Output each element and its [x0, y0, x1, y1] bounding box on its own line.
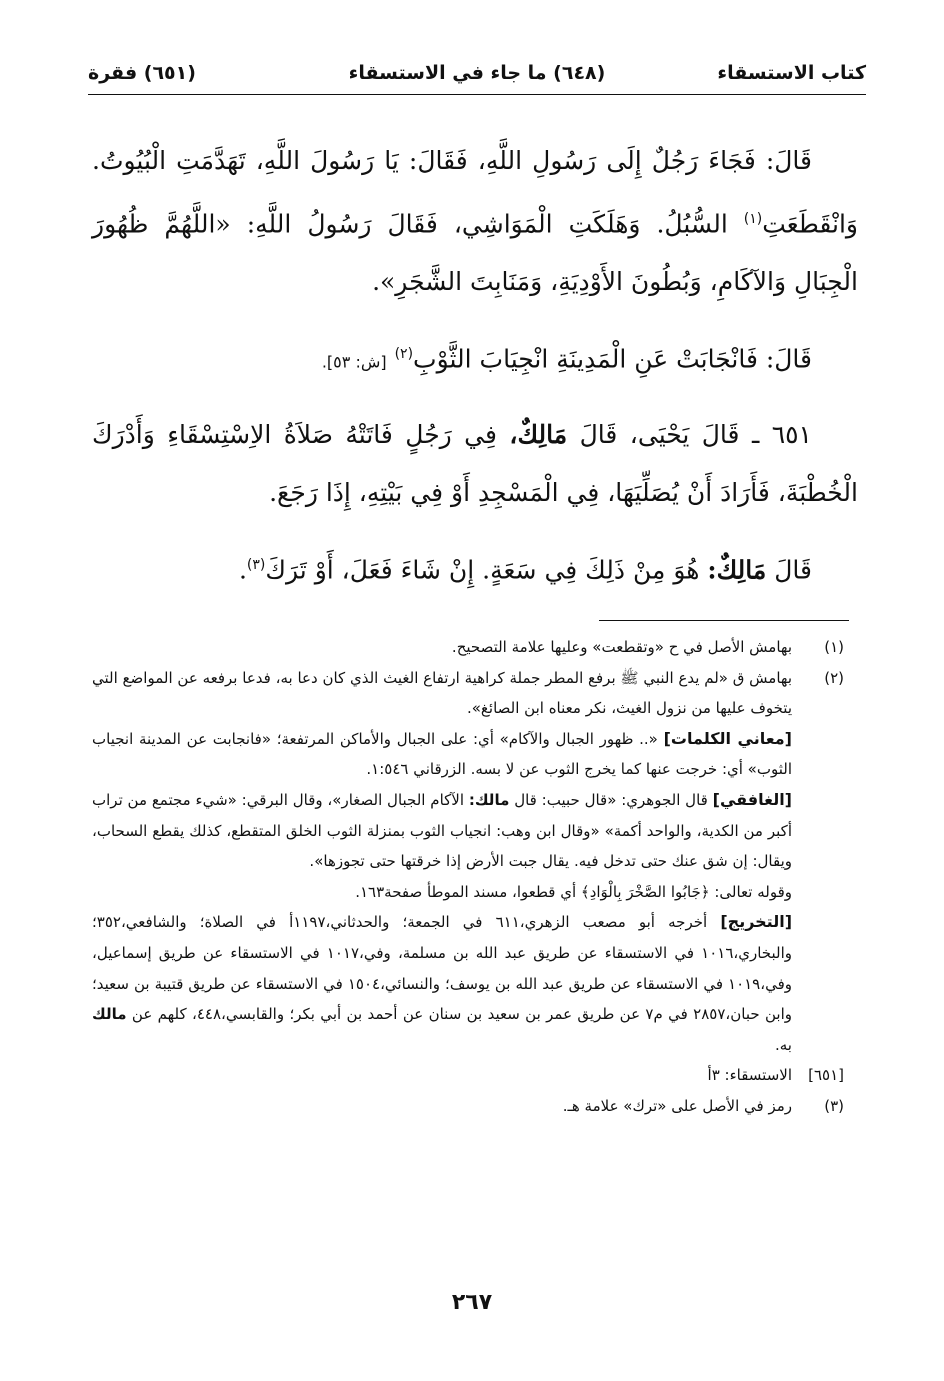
footnote-text: أخرجه أبو مصعب الزهري،٦١١ في الجمعة؛ والحدثاني،١١٩٧أ في الصلاة؛ والشافعي،٣٥٢؛ والبخاري،١٠١٦ في الاستسقاء عن طريق عبد الله بن مسلمة، وفي،١٠١٧ في الاستسقاء عن طريق إسماعيل، وفي،١٠١٩ في الاستسقاء عن طريق عبد الله بن يوسف؛ والنسائي،١٥٠٤ في الاستسقاء عن طريق قتيبة بن سعيد؛ وابن حبان،٢٨٥٧ في م٧ عن طريق عمر بن سعيد بن سنان عن أحمد بن أبي بكر؛ والقابسي،٤٤٨، كلهم عن — [92, 913, 793, 1024]
paragraph-text-part: قَالَ يَحْيَى، قَالَ — [579, 419, 740, 449]
footnote-651 — [92, 1060, 844, 1091]
footnote-3 — [92, 1091, 844, 1122]
footnote-ref-2: (٢) — [394, 346, 414, 363]
footnote-ref-3: (٣) — [246, 556, 266, 573]
footnote-text: الاستسقاء: ٣أ — [707, 1066, 792, 1085]
footnotes — [92, 632, 844, 1122]
paragraph-651 — [92, 406, 858, 522]
footnote-2 — [92, 663, 844, 1061]
footnote-text: رمز في الأصل على «ترك» علامة هـ. — [562, 1096, 792, 1115]
footnote-text: به. — [775, 1035, 792, 1054]
footnote-ref-1: (١) — [743, 211, 763, 227]
footnote-number: [٦٥١] — [808, 1066, 844, 1085]
header-chapter-title: (٦٤٨) ما جاء في الاستسقاء — [348, 62, 606, 84]
footnote-text: «.. ظهور الجبال والآكام» أي: على الجبال والأماكن المرتفعة؛ «فانجابت عن المدينة انجياب الثوب» أي: خرجت عنها كما يخرج الثوب عن لا بسه. الزرقاني ١:٥٤٦. — [92, 729, 792, 779]
footnote-text: قال الجوهري: «قال حبيب: قال — [514, 790, 708, 809]
footnote-1 — [92, 632, 844, 663]
header-book-title: كتاب الاستسقاء — [717, 62, 866, 84]
footnote-maani — [92, 724, 792, 785]
hadith-text-part: قَالَ: فَجَاءَ رَجُلٌ إِلَى رَسُولِ اللَّهِ، فَقَالَ: يَا رَسُولَ اللَّهِ، تَهَدَّمَتِ الْبُيُوتُ. وَانْقَطَعَتِ — [92, 146, 858, 239]
paragraph-text-part: فِي رَجُلٍ فَاتَتْهُ صَلاَةُ الاِسْتِسْقَاءِ وَأَدْرَكَ الْخُطْبَةَ، فَأَرَادَ أَنْ يُصَلِّيَهَا، فِي الْمَسْجِدِ أَوْ فِي بَيْتِهِ، إِذَا رَجَعَ. — [92, 419, 858, 507]
footnote-text: بهامش ق «لم يدع النبي ﷺ برفع المطر جملة كراهية ارتفاع الغيث الذي كان دعا به، فدعا برفعه عن المواضع التي يتخوف عليها من نزول الغيث، نكر معناه ابن الصائغ». — [92, 668, 792, 718]
source-reference: [ش: ٥٣]. — [321, 352, 387, 372]
paragraph-hadith-end — [92, 325, 858, 391]
footnote-text: بهامش الأصل في ح «وتقطعت» وعليها علامة التصحيح. — [451, 638, 792, 656]
page-number: ٢٦٧ — [451, 1290, 493, 1315]
hadith-text-part: قَالَ: فَانْجَابَتْ عَنِ الْمَدِينَةِ انْجِيَابَ الثَّوْبِ — [413, 344, 812, 374]
footnote-number: (٣) — [824, 1096, 844, 1115]
paragraph-text-part: هُوَ مِنْ ذَلِكَ فِي سَعَةٍ. إِنْ شَاءَ فَعَلَ، أَوْ تَرَكَ — [265, 554, 700, 584]
section-label-takhrij: [التخريج] — [720, 912, 793, 932]
footnote-takhrij — [92, 907, 792, 1060]
footnote-divider — [599, 620, 849, 621]
footnote-number: (٢) — [824, 668, 844, 687]
footnote-text: الآكام الجبال الصغار»، وقال البرقي: «شيء مجتمع من تراب أكبر من الكدية، والواحد أكمة» «وقال ابن وهب: انجياب الثوب بمنزلة الثوب الخلق المتقطع، كذلك يقطع السحاب، ويقال: إن شق عنك حتى تدخل فيه. يقال جبت الأرض إذا خرقتها حتى تجوزها». — [92, 790, 792, 871]
hadith-text-part: السُّبُلُ. وَهَلَكَتِ الْمَوَاشِي، فَقَالَ رَسُولُ اللَّهِ: «اللَّهُمَّ ظُهُورَ الْجِبَالِ وَالآكَامِ، وَبُطُونَ الأَوْدِيَةِ، وَمَنَابِتَ الشَّجَرِ». — [92, 209, 858, 297]
name-malik: مَالِكٌ: — [707, 554, 767, 584]
section-label-maani: [معاني الكلمات] — [663, 728, 792, 748]
footnote-number: (١) — [824, 638, 844, 656]
footnote-ghafiqi — [92, 785, 792, 877]
header-divider — [88, 94, 866, 95]
paragraph-number: ٦٥١ ـ — [751, 419, 812, 449]
running-header — [88, 58, 866, 94]
name-malik: مَالِكٌ، — [509, 419, 568, 449]
paragraph-malik-ruling — [92, 536, 858, 599]
footnote-verse: وقوله تعالى: ﴿جَابُوا الصَّخْرَ بِالْوَادِ﴾ أي قطعوا، مسند الموطأ صفحة١٦٣. — [355, 882, 792, 901]
name-malik: مالك — [92, 1005, 127, 1024]
section-label-ghafiqi: [الغافقي] — [712, 789, 792, 809]
main-text — [92, 132, 858, 599]
paragraph-text-part: قَالَ — [774, 554, 812, 584]
name-malik: مالك: — [468, 790, 510, 809]
paragraph-hadith-text — [92, 132, 858, 311]
header-paragraph-number: (٦٥١) فقرة — [88, 62, 196, 84]
paragraph-text-part: . — [238, 554, 247, 584]
